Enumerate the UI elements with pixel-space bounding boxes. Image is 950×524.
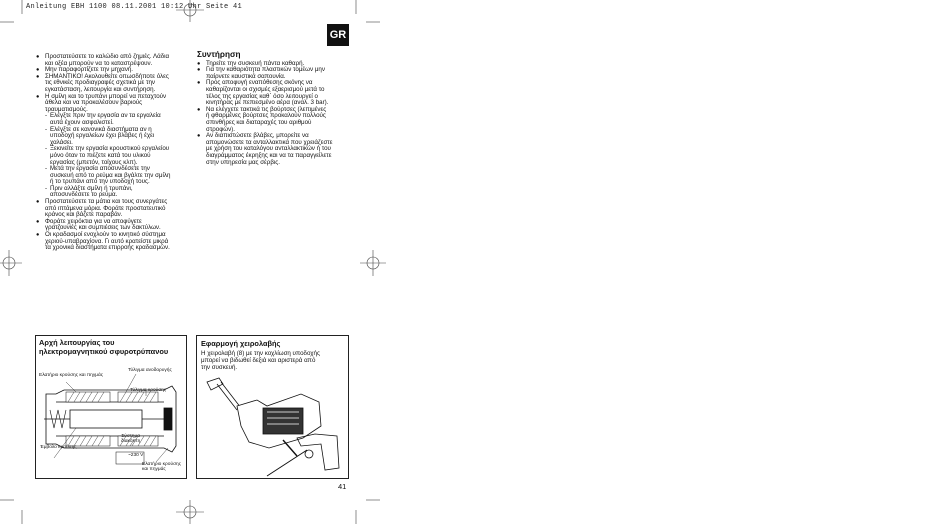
maintenance-line: ● Για την καθαριότητα πλαστικών τομέων μην xyxy=(197,67,347,74)
safety-line: - Ξεκινείτε την εργασία κρουστικού εργαλείου xyxy=(36,146,186,153)
safety-line: και οξέα μπορούν να το καταστρέψουν. xyxy=(45,59,153,67)
safety-line: κράνος και βάζετε παραβάν. xyxy=(45,211,123,219)
principle-title-line1: Αρχή λειτουργίας του xyxy=(39,338,115,347)
label-electric-spring: Ελατήριο κρούσης και πηγμάς xyxy=(39,373,104,378)
label-impact-piston: Έμβολο κρούσης xyxy=(40,445,77,450)
crosshair-right-icon xyxy=(360,250,386,276)
safety-line: υποδοχή εργαλείων έχει βλάβες ή έχει xyxy=(50,132,155,140)
safety-line: αυτά έχουν ασφαλιστεί. xyxy=(50,118,114,126)
label-voltage: ~230 V xyxy=(128,453,144,458)
safety-line: ή το τρυπάνι από την υποδοχή τους. xyxy=(50,178,150,186)
principle-title xyxy=(39,339,185,356)
safety-line: άθελα και να προκαλέσουν βαριούς xyxy=(45,99,143,107)
principle-box xyxy=(35,335,187,479)
safety-line: - Ελέγξτε πριν την εργασία αν τα εργαλεία xyxy=(36,113,186,120)
handle-mounting-illustration xyxy=(197,372,348,478)
crosshair-bottom-icon xyxy=(176,500,204,524)
safety-line: τις εθνικές προδιαγραφές σχετικά με την xyxy=(45,79,156,87)
maintenance-title: Συντήρηση xyxy=(197,50,241,59)
safety-line: ● Προστατεύσετε το καλώδιο από ζημιές. Λάδια xyxy=(36,54,186,61)
page-number: 41 xyxy=(338,482,347,491)
depth-rod xyxy=(267,450,307,476)
handle-text xyxy=(201,351,345,371)
safety-line: από ιπτάμενα μόρια. Φοράτε προστατευτικό xyxy=(45,204,166,212)
handle-box xyxy=(196,335,349,479)
print-header: Anleitung EBH 1100 08.11.2001 10:12 Uhr Seite 41 xyxy=(26,3,243,11)
hammer-mechanism-diagram xyxy=(36,362,186,478)
maintenance-list xyxy=(197,61,347,167)
maintenance-column xyxy=(197,52,347,166)
handle-text-line2: μπορεί να βιδωθεί δεξιά και αριστερά από xyxy=(201,356,316,364)
label-switch-system: Σύστημα διακόπτη xyxy=(121,434,141,445)
piston xyxy=(44,408,172,430)
safety-line: - Πριν αλλάξτε σμίλη ή τρυπάνι, xyxy=(36,186,186,193)
safety-line: - Μετά την εργασία αποσυνδέσετε την xyxy=(36,166,186,173)
maintenance-line: απομονώσετε τα ανταλλακτικά που χρειάζεστε xyxy=(206,138,333,146)
maintenance-line: με χρήση του καταλόγου ανταλλακτικών ή του xyxy=(206,145,331,153)
maintenance-line: παίρνετε καυστικά σαπουνία. xyxy=(206,72,286,80)
safety-line: ● ΣΗΜΑΝΤΙΚΟ! Ακολουθείτε οπωσδήποτε όλες xyxy=(36,74,186,81)
crosshair-left-icon xyxy=(0,250,22,276)
principle-title-line2: ηλεκτρομαγνητικού σφυροτρύπανου xyxy=(39,346,169,356)
safety-line: ● Μην παραφορτίζετε την μηχανή. xyxy=(36,67,186,74)
maintenance-line: τέλος της εργασίας καθ΄ όσο λειτουργεί ο xyxy=(206,92,318,100)
safety-line: εγκατάσταση, λειτουργία και συντήρηση. xyxy=(45,85,156,93)
maintenance-line: ● Αν διαπιστώσετε βλάβες, μπορείτε να xyxy=(197,133,347,140)
safety-line: χεριού-υπαβραχίονα. Γι αυτό κρατείστε μικρά xyxy=(45,237,169,245)
handle-title: Εφαρμογή χειρολαβής xyxy=(201,339,281,348)
safety-line: ● Φοράτε χειρόκτια για να αποφύγετε xyxy=(36,219,186,226)
safety-list xyxy=(36,54,186,252)
maintenance-line: ● Τηρείτε την συσκευή πάντα καθαρή. xyxy=(197,61,347,68)
safety-line: τραυματισμούς. xyxy=(45,105,88,113)
safety-line: - Ελέγξτε σε κανονικά διαστήματα αν η xyxy=(36,127,186,134)
label-anode-winding: Τύλιγμα ανοδορυγής xyxy=(128,368,172,373)
safety-line: μόνο όταν το πιέζετε κατά του υλικού xyxy=(50,151,151,159)
safety-line: ● Οι κραδασμοί ενοχλούν το κινητικό σύστημα xyxy=(36,232,186,239)
safety-line: χαλάσει. xyxy=(50,138,73,146)
safety-line: ● Η σμίλη και το τρυπάνι μπορεί να πεταχτούν xyxy=(36,94,186,101)
maintenance-line: ● Να ελέγχετε τακτικά τις βούρτσες (λεπιμένες xyxy=(197,107,347,114)
label-impact-winding: Τύλιγμα κρούσης xyxy=(130,388,167,393)
maintenance-line: διαγράμματος έκρηξης και να τα παραγγείλετε xyxy=(206,151,332,159)
safety-line: συσκευή από το ρεύμα και βγάλτε την σμίλη xyxy=(50,171,171,179)
safety-line: εργασίας (μπετόν, τοίχους κλπ). xyxy=(50,158,138,166)
maintenance-line: σπινθήρες και διαταραχές του αριθμού xyxy=(206,118,312,126)
handle-knob-icon xyxy=(305,450,313,458)
maintenance-line: ● Προς αποφυγή εναπόθεσης σκόνης να xyxy=(197,80,347,87)
safety-line: τα χρονικά διαστήματα επιρροής κραδασμών. xyxy=(45,244,170,252)
maintenance-line: καθαρίζονται οι σχισμές εξαερισμού μετά το xyxy=(206,85,325,93)
handle-text-line3: την συσκευή. xyxy=(201,363,238,371)
safety-line: γρατζουνιές και συμπιέσεις των δακτύλων. xyxy=(45,224,161,232)
maintenance-line: ή φθαρμένες βούρτσες προκαλούν πολλούς xyxy=(206,112,326,120)
maintenance-line: κινητήρας με πεπιεσμένο αέρα (αναλ. 3 bar). xyxy=(206,99,329,107)
maintenance-line: στροφών). xyxy=(206,125,235,133)
label-return-spring: Ελατήριο κρούσης και πηγμάς xyxy=(142,462,182,473)
safety-line: αποσυνδέσετε το ρεύμα. xyxy=(50,191,118,199)
safety-column xyxy=(36,54,186,252)
safety-line: ● Προστατεύσετε τα μάτια και τους συνεργάτες xyxy=(36,199,186,206)
maintenance-line: στην υπηρεσία μας σέρβις. xyxy=(206,158,280,166)
handle-text-line1: Η χειρολαβή (8) με την κοχλίωση υποδοχής xyxy=(201,350,320,357)
language-badge: GR xyxy=(327,24,349,46)
